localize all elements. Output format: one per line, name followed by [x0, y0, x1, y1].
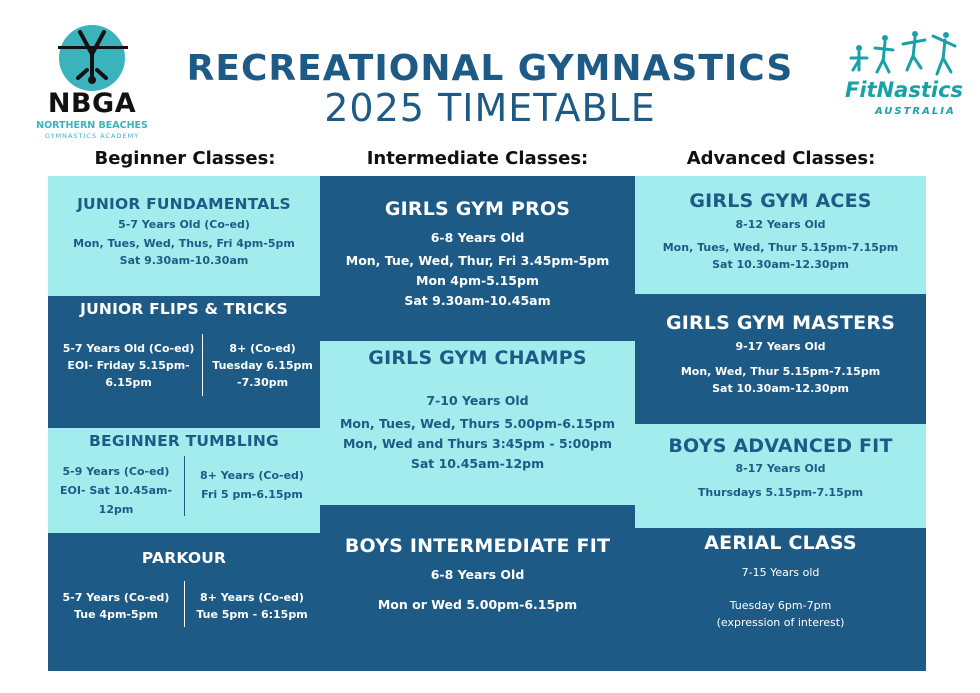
option-time: Fri 5 pm-6.15pm	[201, 488, 303, 501]
card-time: Thursdays 5.15pm-7.15pm	[697, 486, 864, 499]
option-time: EOI- Friday 5.15pm-	[67, 359, 190, 372]
divider	[184, 456, 185, 516]
card-time: Tuesday 6pm-7pm	[729, 599, 832, 612]
option-time: 6.15pm	[105, 376, 152, 389]
fitnastics-sub: AUSTRALIA	[875, 106, 956, 117]
parkour-card	[48, 533, 320, 671]
option-age: 8+ Years (Co-ed)	[200, 591, 304, 604]
card-time: (expression of interest)	[716, 616, 845, 629]
option-time: Tue 4pm-5pm	[74, 608, 158, 621]
card-option-left	[48, 340, 205, 391]
card-time: Sat 10.45am-12pm	[410, 456, 545, 471]
card-option-left	[48, 462, 184, 519]
option-time: Tue 5pm - 6:15pm	[196, 608, 308, 621]
card-time: Mon, Wed, Thur 5.15pm-7.15pm	[680, 365, 881, 378]
card-time: Sat 9.30am-10.45am	[404, 293, 551, 308]
option-age: 5-7 Years Old (Co-ed)	[62, 342, 195, 355]
junior-fundamentals-card	[48, 176, 320, 296]
card-age: 8-12 Years Old	[735, 218, 826, 231]
card-time: Mon or Wed 5.00pm-6.15pm	[377, 597, 578, 612]
card-age: 6-8 Years Old	[430, 567, 525, 582]
aerial-class-card	[635, 528, 926, 671]
card-age: 5-7 Years Old (Co-ed)	[118, 218, 250, 231]
card-title: GIRLS GYM CHAMPS	[368, 347, 587, 369]
card-title: GIRLS GYM ACES	[689, 190, 872, 212]
star-figures-icon	[845, 30, 960, 80]
card-title: JUNIOR FLIPS & TRICKS	[80, 300, 288, 318]
card-option-right	[184, 589, 320, 623]
boys-advanced-fit-card	[635, 424, 926, 528]
card-time: Sat 10.30am-12.30pm	[712, 382, 849, 395]
girls-gym-masters-card	[635, 294, 926, 424]
option-time: 12pm	[98, 503, 134, 516]
card-title: GIRLS GYM MASTERS	[665, 312, 896, 334]
column-heading-intermediate: Intermediate Classes:	[366, 148, 589, 169]
card-age: 6-8 Years Old	[430, 230, 525, 245]
card-time: Mon, Tues, Wed, Thurs 5.00pm-6.15pm	[339, 416, 616, 431]
card-time: Mon, Tue, Wed, Thur, Fri 3.45pm-5pm	[345, 253, 610, 268]
column-heading-advanced: Advanced Classes:	[686, 148, 876, 169]
option-time: Tuesday 6.15pm	[212, 359, 313, 372]
card-title: AERIAL CLASS	[704, 532, 857, 554]
nbga-name: NBGA	[47, 88, 137, 119]
card-title: BOYS ADVANCED FIT	[668, 435, 893, 457]
card-title: JUNIOR FUNDAMENTALS	[77, 195, 291, 213]
divider	[202, 334, 203, 396]
card-title: PARKOUR	[141, 549, 227, 567]
page-title: RECREATIONAL GYMNASTICS	[186, 48, 794, 89]
card-title: BEGINNER TUMBLING	[89, 432, 279, 450]
junior-flips-card	[48, 296, 320, 428]
nbga-line2: GYMNASTICS ACADEMY	[44, 132, 140, 140]
option-time: -7.30pm	[237, 376, 289, 389]
page-subtitle: 2025 TIMETABLE	[324, 86, 656, 130]
option-time: EOI- Sat 10.45am-	[59, 484, 173, 497]
card-time: Sat 9.30am-10.30am	[119, 254, 249, 267]
nbga-logo	[30, 14, 150, 139]
card-age: 7-15 Years old	[741, 566, 820, 579]
boys-intermediate-fit-card	[320, 505, 635, 671]
gymnast-logo-icon	[30, 14, 150, 94]
divider	[184, 581, 185, 627]
card-time: Mon 4pm-5.15pm	[416, 273, 539, 288]
girls-gym-pros-card	[320, 176, 635, 341]
card-time: Mon, Tues, Wed, Thus, Fri 4pm-5pm	[73, 237, 295, 250]
card-time: Sat 10.30am-12.30pm	[712, 258, 849, 271]
girls-gym-champs-card	[320, 341, 635, 505]
option-age: 8+ Years (Co-ed)	[200, 469, 304, 482]
nbga-line1: NORTHERN BEACHES	[36, 120, 148, 131]
card-title: BOYS INTERMEDIATE FIT	[344, 535, 611, 557]
card-time: Mon, Wed and Thurs 3:45pm - 5:00pm	[342, 436, 613, 451]
card-age: 8-17 Years Old	[735, 462, 826, 475]
card-option-right	[205, 340, 320, 391]
option-age: 8+ (Co-ed)	[229, 342, 296, 355]
option-age: 5-7 Years (Co-ed)	[62, 591, 170, 604]
card-option-left	[48, 589, 184, 623]
card-option-right	[184, 462, 320, 519]
card-time: Mon, Tues, Wed, Thur 5.15pm-7.15pm	[662, 241, 899, 254]
girls-gym-aces-card	[635, 176, 926, 294]
card-title: GIRLS GYM PROS	[384, 198, 571, 220]
fitnastics-name: FitNastics	[845, 78, 964, 102]
beginner-tumbling-card	[48, 428, 320, 533]
card-age: 7-10 Years Old	[426, 393, 529, 408]
column-heading-beginner: Beginner Classes:	[94, 148, 276, 169]
fitnastics-logo	[845, 30, 965, 130]
card-age: 9-17 Years Old	[735, 340, 826, 353]
option-age: 5-9 Years (Co-ed)	[62, 465, 170, 478]
